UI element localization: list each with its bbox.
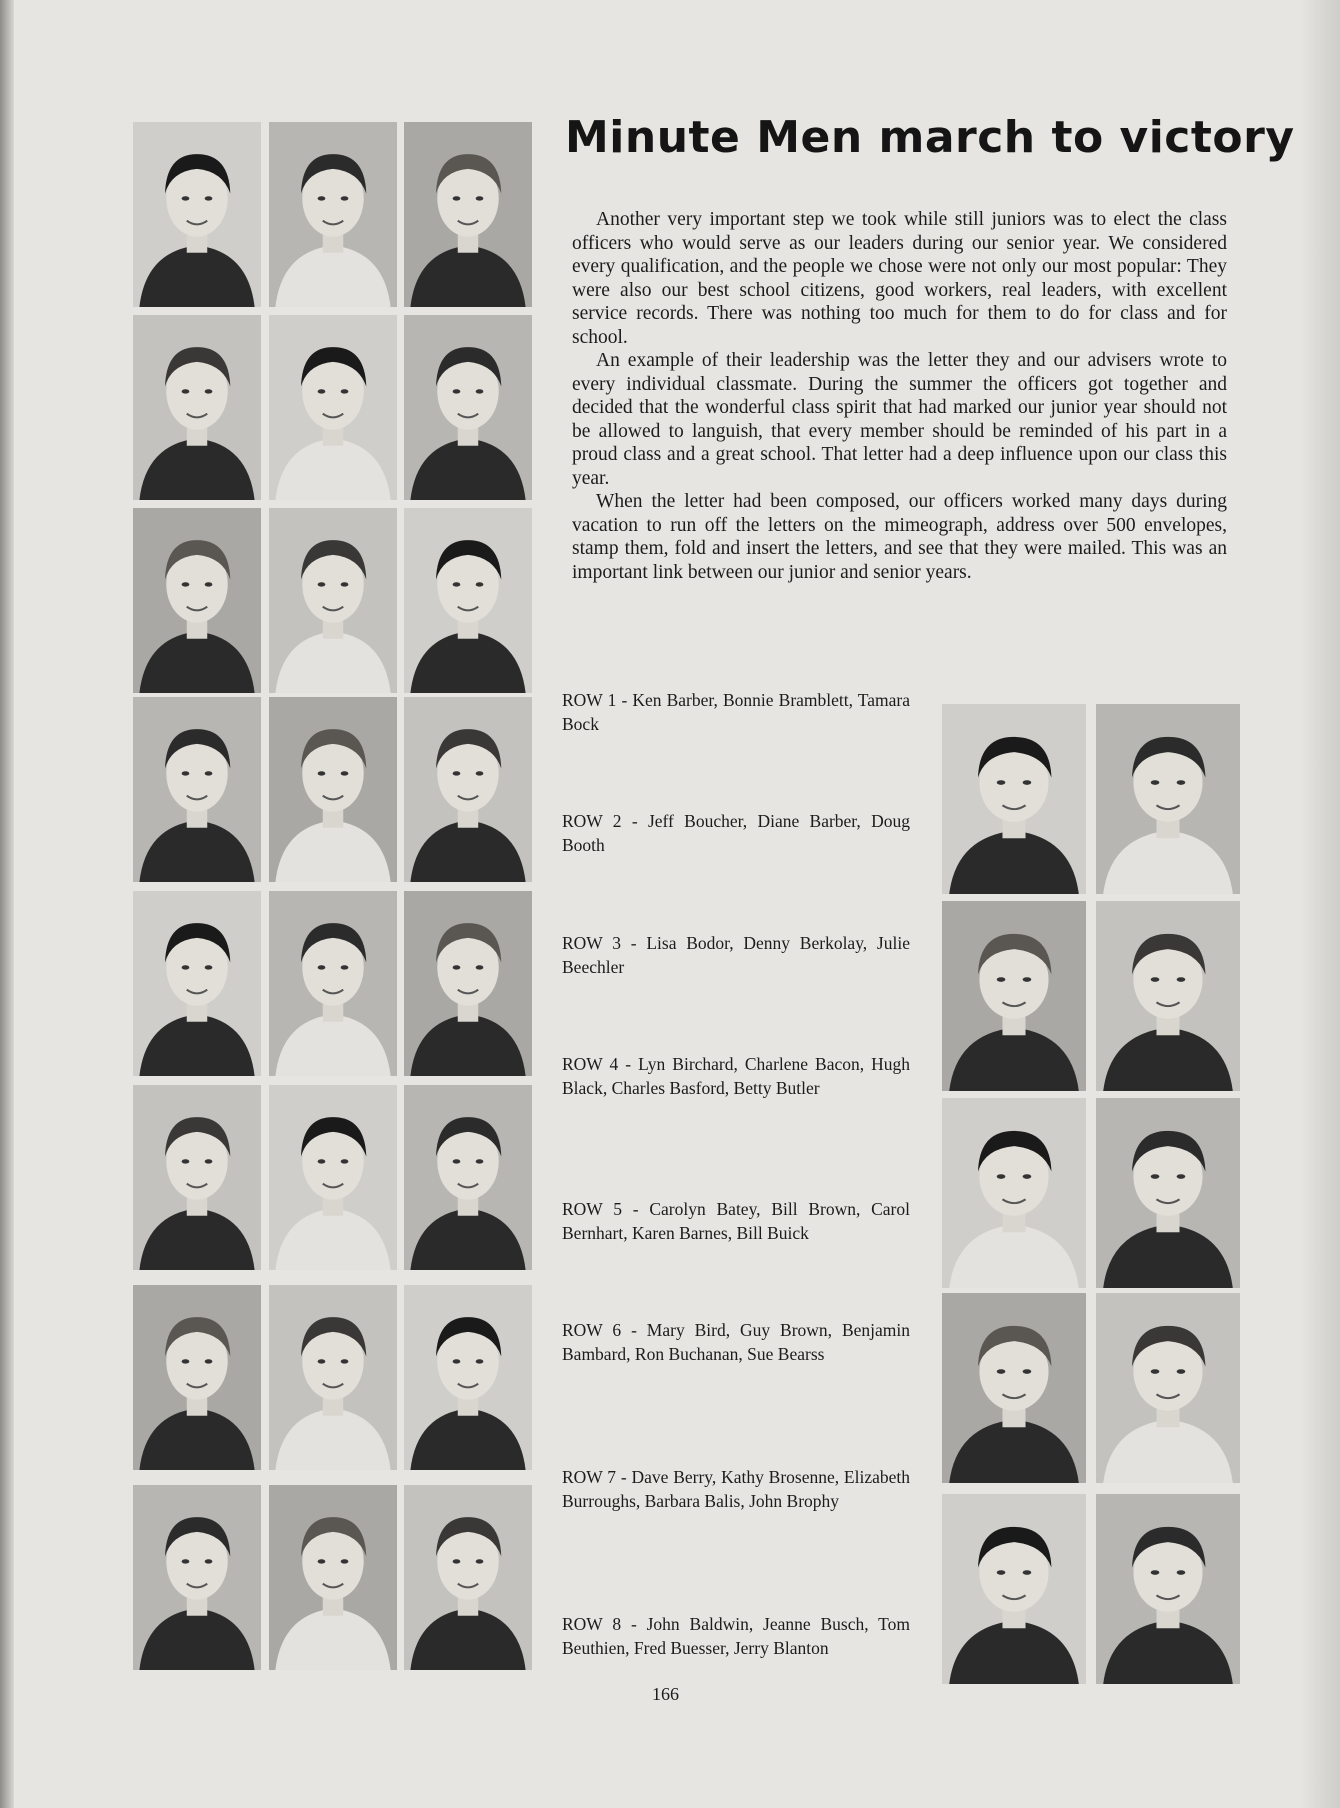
left-portrait-r1-c1 xyxy=(133,122,261,307)
right-portrait-r2-c1 xyxy=(942,901,1086,1091)
left-portrait-r5-c3 xyxy=(404,891,532,1076)
left-portrait-r4-c2 xyxy=(269,697,397,882)
page-edge-shadow xyxy=(1300,0,1340,1808)
caption-row-3: ROW 3 - Lisa Bodor, Denny Berkolay, Julie Beechler xyxy=(562,933,910,977)
right-portrait-r2-c2 xyxy=(1096,901,1240,1091)
left-portrait-r2-c2 xyxy=(269,315,397,500)
right-portrait-r4-c1 xyxy=(942,1293,1086,1483)
left-portrait-r8-c3 xyxy=(404,1485,532,1670)
page-number: 166 xyxy=(652,1684,679,1704)
caption-row-4: ROW 4 - Lyn Birchard, Charlene Bacon, Hugh Black, Charles Basford, Betty Butler xyxy=(562,1054,910,1098)
paragraph: When the letter had been composed, our officers worked many days during vacation to run off the letters on the mimeograph, address over 500 envelopes, stamp them, fold and insert the letters, and see that they were mailed. This was an important link between our junior and senior years. xyxy=(572,491,1227,583)
caption-row-7: ROW 7 - Dave Berry, Kathy Brosenne, Elizabeth Burroughs, Barbara Balis, John Brophy xyxy=(562,1467,910,1511)
left-portrait-r7-c2 xyxy=(269,1285,397,1470)
page-title: Minute Men march to victory xyxy=(565,112,1295,163)
caption-row-5: ROW 5 - Carolyn Batey, Bill Brown, Carol Bernhart, Karen Barnes, Bill Buick xyxy=(562,1199,910,1243)
left-portrait-r1-c3 xyxy=(404,122,532,307)
left-portrait-r2-c3 xyxy=(404,315,532,500)
left-portrait-r5-c1 xyxy=(133,891,261,1076)
left-portrait-r1-c2 xyxy=(269,122,397,307)
right-portrait-r1-c2 xyxy=(1096,704,1240,894)
caption-row-8: ROW 8 - John Baldwin, Jeanne Busch, Tom Beuthien, Fred Buesser, Jerry Blanton xyxy=(562,1614,910,1658)
left-portrait-r7-c3 xyxy=(404,1285,532,1470)
right-portrait-r5-c2 xyxy=(1096,1494,1240,1684)
left-portrait-r2-c1 xyxy=(133,315,261,500)
page-binding-shadow xyxy=(0,0,14,1808)
left-portrait-r7-c1 xyxy=(133,1285,261,1470)
left-portrait-r6-c1 xyxy=(133,1085,261,1270)
article-body xyxy=(572,208,1227,584)
left-portrait-r4-c1 xyxy=(133,697,261,882)
caption-row-2: ROW 2 - Jeff Boucher, Diane Barber, Doug Booth xyxy=(562,811,910,855)
caption-row-6: ROW 6 - Mary Bird, Guy Brown, Benjamin Bambard, Ron Buchanan, Sue Bearss xyxy=(562,1320,910,1364)
left-portrait-r5-c2 xyxy=(269,891,397,1076)
left-portrait-r3-c3 xyxy=(404,508,532,693)
right-portrait-r5-c1 xyxy=(942,1494,1086,1684)
left-portrait-r3-c2 xyxy=(269,508,397,693)
left-portrait-r4-c3 xyxy=(404,697,532,882)
caption-row-1: ROW 1 - Ken Barber, Bonnie Bramblett, Tamara Bock xyxy=(562,690,910,734)
left-portrait-r3-c1 xyxy=(133,508,261,693)
left-portrait-r8-c1 xyxy=(133,1485,261,1670)
paragraph: An example of their leadership was the letter they and our advisers wrote to every individual classmate. During the summer the officers got together and decided that the wonderful class spirit that had marked our junior year should not be allowed to languish, that every member should be reminded of his part in a proud class and a great school. That letter had a deep influence upon our class this year. xyxy=(572,350,1227,489)
left-portrait-r6-c3 xyxy=(404,1085,532,1270)
right-portrait-r4-c2 xyxy=(1096,1293,1240,1483)
paragraph: Another very important step we took while still juniors was to elect the class officers who would serve as our leaders during our senior year. We considered every qualification, and the people we chose were not only our most popular: They were also our best school citizens, good workers, real leaders, with excellent service records. There was nothing too much for them to do for class and for school. xyxy=(572,209,1227,348)
right-portrait-r3-c2 xyxy=(1096,1098,1240,1288)
left-portrait-r8-c2 xyxy=(269,1485,397,1670)
right-portrait-r1-c1 xyxy=(942,704,1086,894)
left-portrait-r6-c2 xyxy=(269,1085,397,1270)
right-portrait-r3-c1 xyxy=(942,1098,1086,1288)
